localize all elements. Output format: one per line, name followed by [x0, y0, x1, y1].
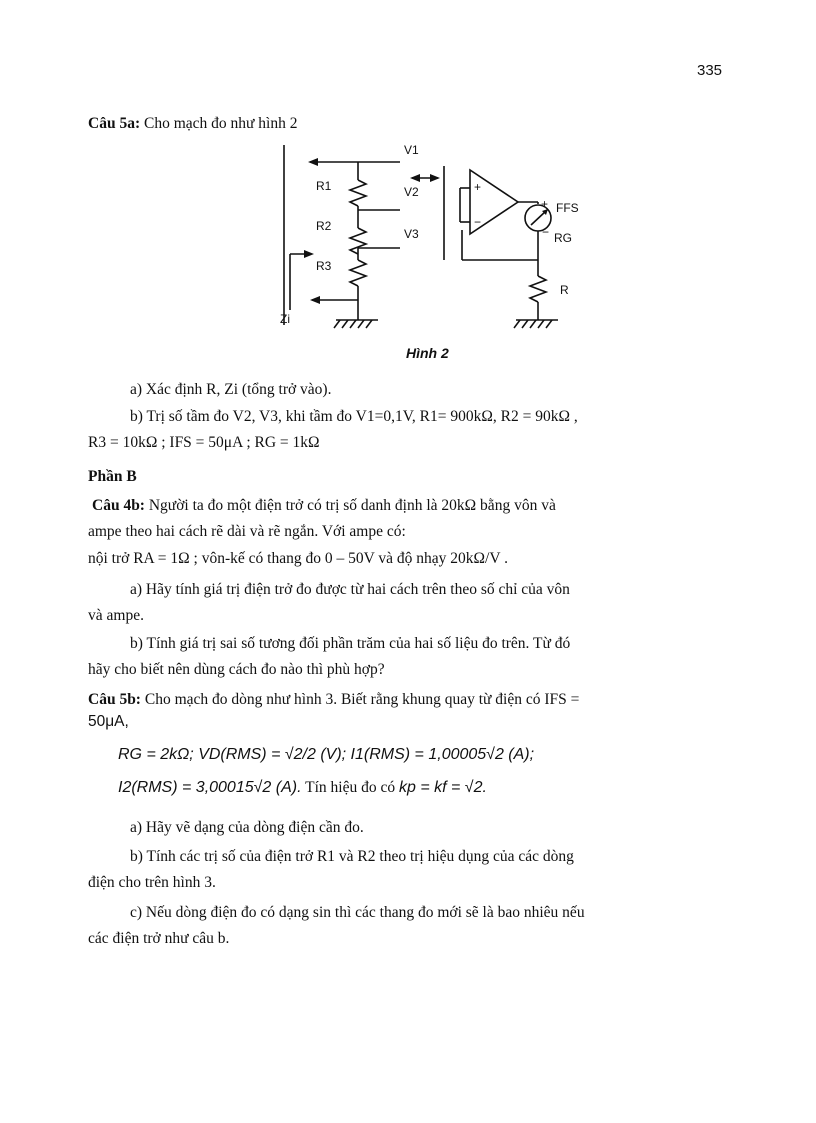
label-opamp-minus: − — [474, 215, 482, 229]
q5b-eq2-text: Tín hiệu đo có — [301, 779, 399, 796]
q4b-line2: ampe theo hai cách rẽ dài và rẽ ngắn. Với ampe có: — [88, 523, 406, 540]
page-number: 335 — [697, 62, 723, 79]
q5b-label: Câu 5b: — [88, 691, 141, 708]
q4b-part-b-line2: hãy cho biết nên dùng cách đo nào thì phù hợp? — [88, 661, 385, 678]
part-b-title: Phần B — [88, 468, 137, 485]
label-ffs: FFS — [556, 201, 579, 215]
label-r1: R1 — [316, 179, 332, 193]
q5b-eq2-math: I2(RMS) = 3,00015√2 (A). — [118, 779, 302, 796]
q5a-part-b-line2: R3 = 10kΩ ; IFS = 50μA ; RG = 1kΩ — [88, 434, 320, 451]
q5b-part-b-line1: b) Tính các trị số của điện trở R1 và R2 theo trị hiệu dụng của các dòng — [130, 848, 574, 865]
q5a-part-b-line1: b) Trị số tầm đo V2, V3, khi tầm đo V1=0,1V, R1= 900kΩ, R2 = 90kΩ , — [130, 408, 578, 425]
circuit-figure — [270, 140, 600, 340]
q5b-text: Cho mạch đo dòng như hình 3. Biết rằng khung quay từ điện có IFS = — [140, 691, 580, 708]
label-opamp-plus: + — [474, 180, 482, 194]
label-r: R — [560, 283, 569, 297]
q4b-line1 — [92, 496, 732, 516]
label-meter-minus: − — [542, 225, 550, 239]
q4b-part-b-line1: b) Tính giá trị sai số tương đối phần trăm của hai số liệu đo trên. Từ đó — [130, 635, 571, 652]
label-v2: V2 — [404, 185, 419, 199]
q5a-part-a: a) Xác định R, Zi (tổng trở vào). — [130, 381, 332, 398]
q4b-label: Câu 4b: — [92, 497, 145, 514]
q5b-part-c-line2: các điện trở như câu b. — [88, 930, 230, 947]
q5a-text: Cho mạch đo như hình 2 — [140, 115, 298, 132]
q5b-part-b-line2: điện cho trên hình 3. — [88, 874, 216, 891]
q5b-equation-2 — [118, 778, 758, 798]
q4b-part-a-line2: và ampe. — [88, 607, 144, 624]
label-v1: V1 — [404, 143, 419, 157]
q5b-part-a: a) Hãy vẽ dạng của dòng điện cần đo. — [130, 819, 364, 836]
q5b-line1 — [88, 690, 728, 710]
label-meter-plus: + — [541, 197, 549, 211]
q5b-part-c-line1: c) Nếu dòng điện đo có dạng sin thì các thang đo mới sẽ là bao nhiêu nếu — [130, 904, 585, 921]
q5a-heading — [88, 114, 728, 134]
label-v3: V3 — [404, 227, 419, 241]
q5b-line2: 50μA, — [88, 713, 129, 730]
label-rg: RG — [554, 231, 572, 245]
q5a-label: Câu 5a: — [88, 115, 141, 132]
label-r2: R2 — [316, 219, 332, 233]
label-r3: R3 — [316, 259, 332, 273]
q4b-text: Người ta đo một điện trở có trị số danh định là 20kΩ bằng vôn và — [144, 497, 556, 514]
label-zi: Zi — [280, 312, 290, 326]
q4b-part-a-line1: a) Hãy tính giá trị điện trở đo được từ hai cách trên theo số chỉ của vôn — [130, 581, 570, 598]
q5b-equation-1: RG = 2kΩ; VD(RMS) = √2/2 (V); I1(RMS) = 1,00005√2 (A); — [118, 746, 535, 763]
figure-caption: Hình 2 — [406, 345, 449, 361]
q4b-line3: nội trở RA = 1Ω ; vôn-kế có thang đo 0 – 50V và độ nhạy 20kΩ/V . — [88, 550, 508, 567]
q5b-eq2-math2: kp = kf = √2. — [398, 779, 487, 796]
